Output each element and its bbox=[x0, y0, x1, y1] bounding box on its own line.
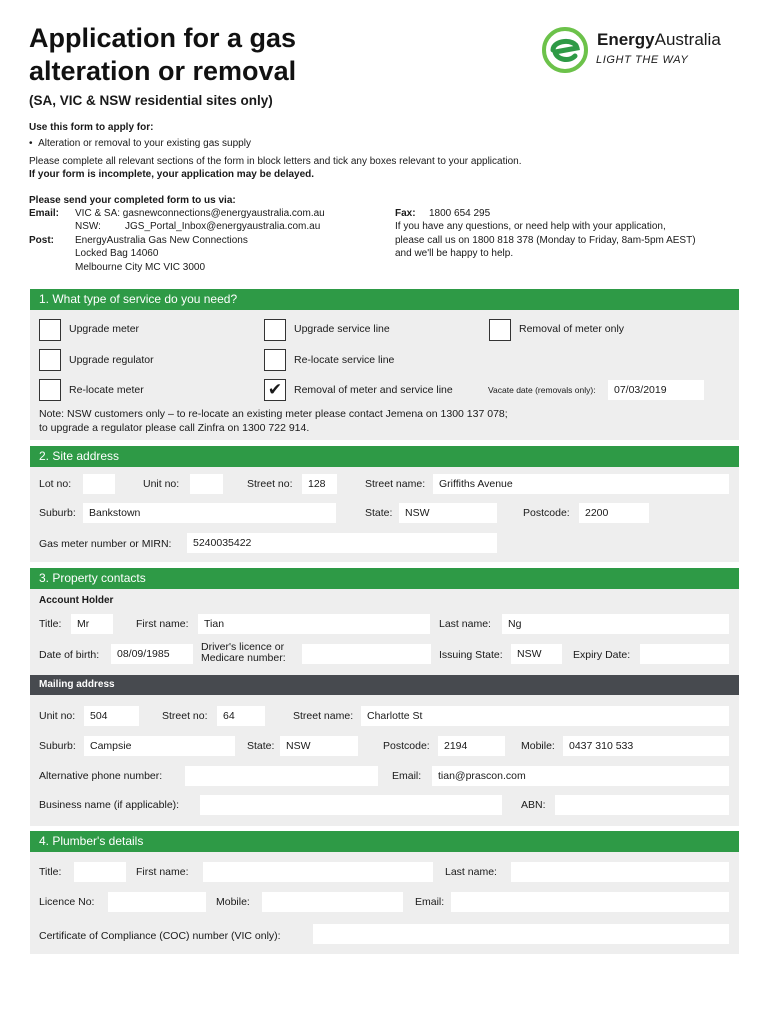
plumber-email-field[interactable] bbox=[451, 892, 729, 912]
mobile-field[interactable]: 0437 310 533 bbox=[563, 736, 729, 756]
post-line2: Locked Bag 14060 bbox=[75, 248, 159, 259]
mailing-unit-no-field[interactable]: 504 bbox=[84, 706, 139, 726]
mailing-state-label: State: bbox=[247, 740, 275, 752]
postcode-label: Postcode: bbox=[523, 507, 570, 519]
business-name-field[interactable] bbox=[200, 795, 502, 815]
last-name-label: Last name: bbox=[439, 618, 491, 630]
email-nsw-label: NSW: bbox=[75, 221, 101, 232]
use-for-heading: Use this form to apply for: bbox=[29, 122, 154, 133]
suburb-label: Suburb: bbox=[39, 507, 76, 519]
help-line2: please call us on 1800 818 378 (Monday to Friday, 8am-5pm AEST) bbox=[395, 235, 696, 246]
send-via-heading: Please send your completed form to us via: bbox=[29, 195, 236, 206]
intro-complete: Please complete all relevant sections of the form in block letters and tick any boxes relevant to your application. bbox=[29, 156, 522, 167]
relocate-meter-checkbox[interactable] bbox=[39, 379, 61, 401]
coc-label: Certificate of Compliance (COC) number (VIC only): bbox=[39, 930, 281, 942]
mailing-address-heading: Mailing address bbox=[30, 675, 739, 695]
upgrade-service-line-label: Upgrade service line bbox=[294, 323, 390, 335]
mailing-street-no-field[interactable]: 64 bbox=[217, 706, 265, 726]
plumber-last-name-field[interactable] bbox=[511, 862, 729, 882]
email-line1: VIC & SA: gasnewconnections@energyaustralia.com.au bbox=[75, 208, 325, 219]
mailing-street-no-label: Street no: bbox=[162, 710, 208, 722]
account-holder-heading: Account Holder bbox=[39, 595, 114, 606]
lot-no-label: Lot no: bbox=[39, 478, 72, 490]
mailing-unit-no-label: Unit no: bbox=[39, 710, 76, 722]
first-name-field[interactable]: Tian bbox=[198, 614, 430, 634]
post-label: Post: bbox=[29, 235, 54, 246]
last-name-field[interactable]: Ng bbox=[502, 614, 729, 634]
dob-field[interactable]: 08/09/1985 bbox=[111, 644, 193, 664]
relocate-meter-label: Re-locate meter bbox=[69, 384, 144, 396]
plumber-email-label: Email: bbox=[415, 896, 445, 908]
mailing-street-name-field[interactable]: Charlotte St bbox=[361, 706, 729, 726]
mailing-postcode-label: Postcode: bbox=[383, 740, 430, 752]
mailing-suburb-label: Suburb: bbox=[39, 740, 76, 752]
section3-heading: 3. Property contacts bbox=[30, 568, 739, 589]
page-title: Application for a gas alteration or removal bbox=[29, 23, 297, 86]
plumber-first-name-label: First name: bbox=[136, 866, 189, 878]
email-field[interactable]: tian@prascon.com bbox=[432, 766, 729, 786]
intro-warning: If your form is incomplete, your application may be delayed. bbox=[29, 169, 315, 180]
business-name-label: Business name (if applicable): bbox=[39, 799, 180, 811]
issuing-state-label: Issuing State: bbox=[439, 649, 503, 661]
relocate-service-line-label: Re-locate service line bbox=[294, 354, 395, 366]
state-label: State: bbox=[365, 507, 393, 519]
relocate-service-line-checkbox[interactable] bbox=[264, 349, 286, 371]
title-field[interactable]: Mr bbox=[71, 614, 113, 634]
removal-meter-service-line-checkbox[interactable] bbox=[264, 379, 286, 401]
plumber-last-name-label: Last name: bbox=[445, 866, 497, 878]
removal-meter-only-label: Removal of meter only bbox=[519, 323, 625, 335]
issuing-state-field[interactable]: NSW bbox=[511, 644, 562, 664]
post-line3: Melbourne City MC VIC 3000 bbox=[75, 262, 206, 273]
lot-no-field[interactable] bbox=[83, 474, 115, 494]
section1-heading: 1. What type of service do you need? bbox=[30, 289, 739, 310]
removal-meter-only-checkbox[interactable] bbox=[489, 319, 511, 341]
plumber-licence-field[interactable] bbox=[108, 892, 206, 912]
unit-no-field[interactable] bbox=[190, 474, 223, 494]
mobile-label: Mobile: bbox=[521, 740, 555, 752]
mirn-label: Gas meter number or MIRN: bbox=[39, 538, 172, 550]
street-no-label: Street no: bbox=[247, 478, 293, 490]
upgrade-regulator-label: Upgrade regulator bbox=[69, 354, 154, 366]
mailing-state-field[interactable]: NSW bbox=[280, 736, 358, 756]
intro-bullet: • Alteration or removal to your existing gas supply bbox=[29, 138, 251, 149]
mirn-field[interactable]: 5240035422 bbox=[187, 533, 497, 553]
section1-note-line2: to upgrade a regulator please call Zinfra on 1300 722 914. bbox=[39, 422, 310, 434]
street-name-label: Street name: bbox=[365, 478, 426, 490]
mailing-suburb-field[interactable]: Campsie bbox=[84, 736, 235, 756]
suburb-field[interactable]: Bankstown bbox=[83, 503, 336, 523]
plumber-licence-label: Licence No: bbox=[39, 896, 95, 908]
coc-field[interactable] bbox=[313, 924, 729, 944]
plumber-first-name-field[interactable] bbox=[203, 862, 433, 882]
brand-tagline: LIGHT THE WAY bbox=[596, 54, 689, 66]
removal-meter-service-line-label: Removal of meter and service line bbox=[294, 384, 453, 396]
section2-heading: 2. Site address bbox=[30, 446, 739, 467]
expiry-date-field[interactable] bbox=[640, 644, 729, 664]
upgrade-regulator-checkbox[interactable] bbox=[39, 349, 61, 371]
mailing-postcode-field[interactable]: 2194 bbox=[438, 736, 505, 756]
street-name-field[interactable]: Griffiths Avenue bbox=[433, 474, 729, 494]
postcode-field[interactable]: 2200 bbox=[579, 503, 649, 523]
upgrade-meter-checkbox[interactable] bbox=[39, 319, 61, 341]
licence-field[interactable] bbox=[302, 644, 431, 664]
upgrade-service-line-checkbox[interactable] bbox=[264, 319, 286, 341]
alt-phone-label: Alternative phone number: bbox=[39, 770, 163, 782]
section1-note-line1: Note: NSW customers only – to re-locate an existing meter please contact Jemena on 1300 137 078; bbox=[39, 408, 508, 420]
vacate-date-field[interactable]: 07/03/2019 bbox=[608, 380, 704, 400]
title-label: Title: bbox=[39, 618, 62, 630]
email-label: Email: bbox=[29, 208, 60, 219]
post-line1: EnergyAustralia Gas New Connections bbox=[75, 235, 248, 246]
plumber-mobile-field[interactable] bbox=[262, 892, 403, 912]
plumber-title-label: Title: bbox=[39, 866, 62, 878]
brand-name: EnergyAustralia bbox=[597, 30, 721, 49]
unit-no-label: Unit no: bbox=[143, 478, 180, 490]
plumber-mobile-label: Mobile: bbox=[216, 896, 250, 908]
upgrade-meter-label: Upgrade meter bbox=[69, 323, 140, 335]
licence-label: Driver's licence or Medicare number: bbox=[201, 641, 286, 664]
dob-label: Date of birth: bbox=[39, 649, 100, 661]
abn-field[interactable] bbox=[555, 795, 729, 815]
first-name-label: First name: bbox=[136, 618, 189, 630]
street-no-field[interactable]: 128 bbox=[302, 474, 337, 494]
help-line1: If you have any questions, or need help with your application, bbox=[395, 221, 666, 232]
check-mark-icon: ✔ bbox=[267, 380, 283, 399]
fax-value: 1800 654 295 bbox=[429, 208, 491, 219]
section4-heading: 4. Plumber's details bbox=[30, 831, 739, 852]
help-line3: and we'll be happy to help. bbox=[395, 248, 514, 259]
page-subtitle: (SA, VIC & NSW residential sites only) bbox=[29, 93, 273, 108]
email-line2: JGS_Portal_Inbox@energyaustralia.com.au bbox=[125, 221, 321, 232]
mailing-street-name-label: Street name: bbox=[293, 710, 354, 722]
fax-label: Fax: bbox=[395, 208, 416, 219]
plumber-title-field[interactable] bbox=[74, 862, 126, 882]
vacate-date-label: Vacate date (removals only): bbox=[488, 385, 596, 395]
alt-phone-field[interactable] bbox=[185, 766, 378, 786]
abn-label: ABN: bbox=[521, 799, 546, 811]
email-field-label: Email: bbox=[392, 770, 422, 782]
state-field[interactable]: NSW bbox=[399, 503, 497, 523]
expiry-date-label: Expiry Date: bbox=[573, 649, 631, 661]
energyaustralia-logo-icon bbox=[541, 26, 591, 74]
